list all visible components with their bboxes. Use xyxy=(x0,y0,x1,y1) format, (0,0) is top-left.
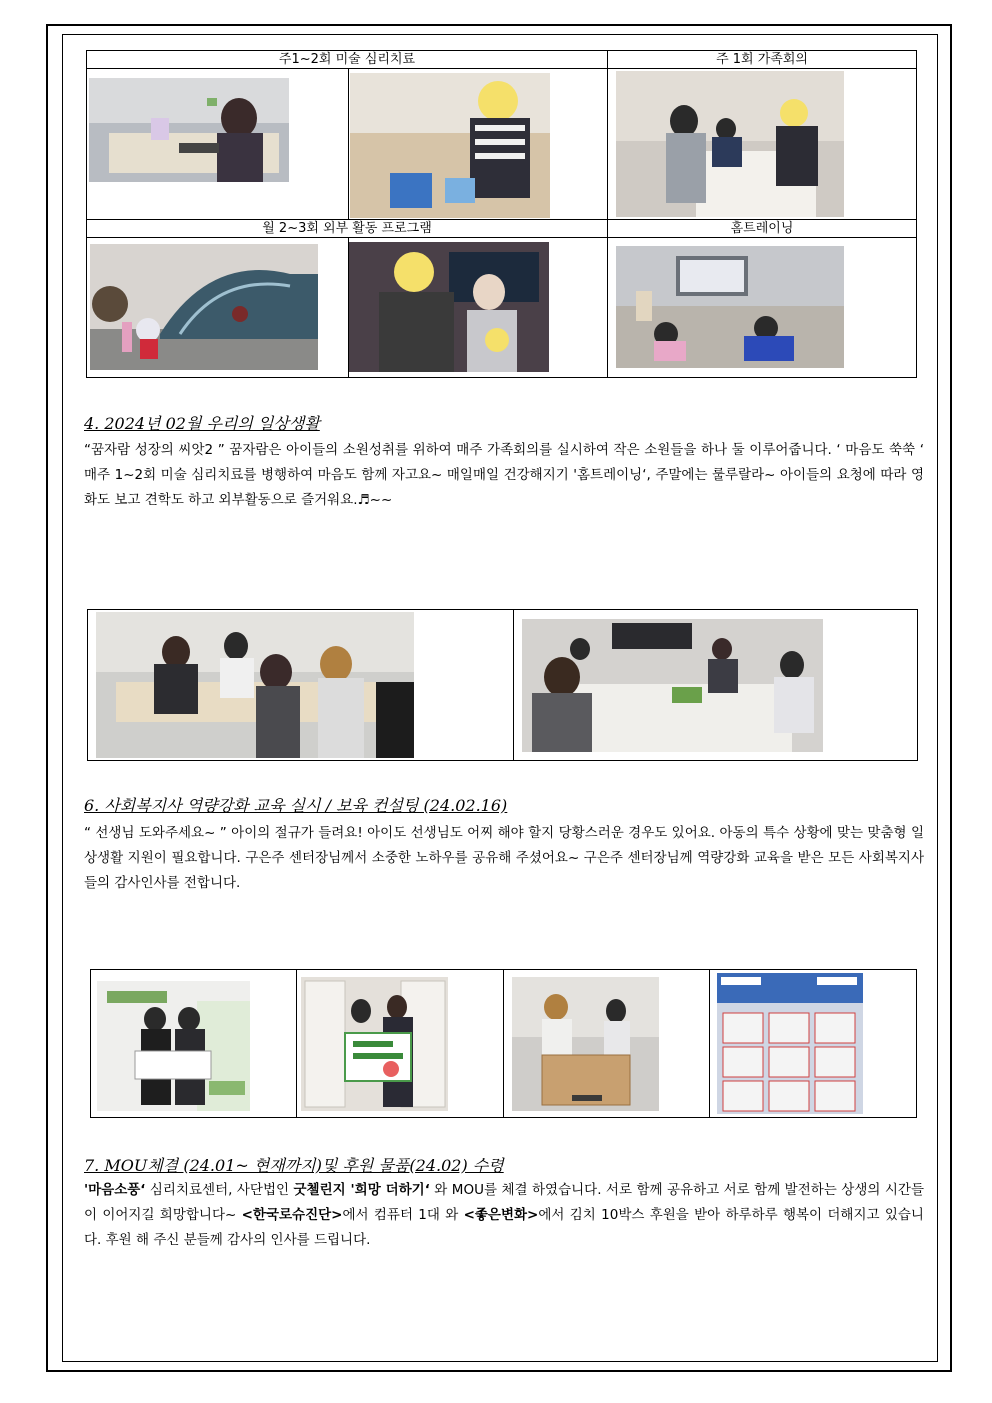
section4-text: “꿈자람 성장의 씨앗2 ” 꿈자람은 아이들의 소원성취를 위하여 매주 가족회의를 실시하여 작은 소원들을 하나 둘 이루어줍니다. ‘ 마음도 쑥쑥 ‘ 매주 1~2회 미술 심리치료를 병행하여 마음도 함께 자고요~ 매일매일 건강해지기 '홈트레이닝‘, 주말에는 룰루랄라~ 아이들의 요청에 따라 영화도 보고 견학도 하고 외부활동으로 즐거워요.♬~~ xyxy=(84,442,924,508)
staff-meeting-photo-table xyxy=(87,609,918,761)
activity-photo-table xyxy=(86,50,917,378)
section6-text: “ 선생님 도와주세요~ ” 아이의 절규가 들려요! 아이도 선생님도 어찌 해야 할지 당황스러운 경우도 있어요. 아동의 특수 상황에 맞는 맞춤형 일상생활 지원이 필요합니다. 구은주 센터장님께서 소중한 노하우를 공유해 주셨어요~ 구은주 센터장님께 역량강화 교육을 받은 모든 사회복지사들의 감사인사를 전합니다. xyxy=(84,825,924,891)
caption-art-therapy: 주1~2회 미술 심리치료 xyxy=(87,51,608,69)
photo-family-meeting xyxy=(616,71,844,217)
section7-text xyxy=(84,1178,924,1253)
section6-heading: 6. 사회복지사 역량강화 교육 실시 / 보육 컨설팅 (24.02.16) xyxy=(84,796,508,815)
section7-text-part: 에서 컴퓨터 1대 와 xyxy=(342,1207,464,1223)
section7-text-part: 에서 김치 10박스 후원을 받아 하루하루 행복이 더해지고 있습니다. 후원 해 주신 분들께 감사의 인사를 드립니다. xyxy=(84,1207,924,1248)
caption-home-training: 홈트레이닝 xyxy=(608,220,917,238)
photo-mou-maeum-sopung xyxy=(97,981,250,1111)
photo-outdoor-1 xyxy=(90,244,318,370)
section4-heading: 4. 2024년 02월 우리의 일상생활 xyxy=(84,414,320,433)
photo-staff-meeting-1 xyxy=(96,612,414,758)
photo-art-therapy-2 xyxy=(350,73,550,218)
photo-donation-kimchi xyxy=(717,973,863,1114)
caption-family-meeting: 주 1회 가족회의 xyxy=(608,51,917,69)
caption-outdoor-program: 월 2~3회 외부 활동 프로그램 xyxy=(87,220,608,238)
section7-heading: 7. MOU체결 (24.01~ 현재까지)및 후원 물품(24.02) 수령 xyxy=(84,1156,504,1175)
partner-good-challenge: 굿첼린지 '희망 더하기‘ xyxy=(293,1182,430,1198)
donor-roche: <한국로슈진단> xyxy=(241,1207,343,1223)
photo-outdoor-2 xyxy=(349,242,549,372)
photo-home-training xyxy=(616,246,844,368)
photo-art-therapy-1 xyxy=(89,78,289,182)
section7-text-part: 와 MOU를 체결 하였습니다. 서로 함께 공유하고 서로 함께 발전하는 상생의 시간들이 이어지길 희망합니다~ xyxy=(84,1182,925,1223)
photo-staff-meeting-2 xyxy=(522,619,823,752)
photo-mou-good-challenge xyxy=(301,977,448,1111)
photo-donation-computer xyxy=(512,977,659,1111)
mou-photo-table xyxy=(90,969,917,1118)
partner-maeum-sopung: '마음소풍‘ xyxy=(84,1182,146,1198)
donor-good-change: <좋은변화> xyxy=(463,1207,539,1223)
section7-text-part: 심리치료센터, 사단법인 xyxy=(145,1182,294,1198)
